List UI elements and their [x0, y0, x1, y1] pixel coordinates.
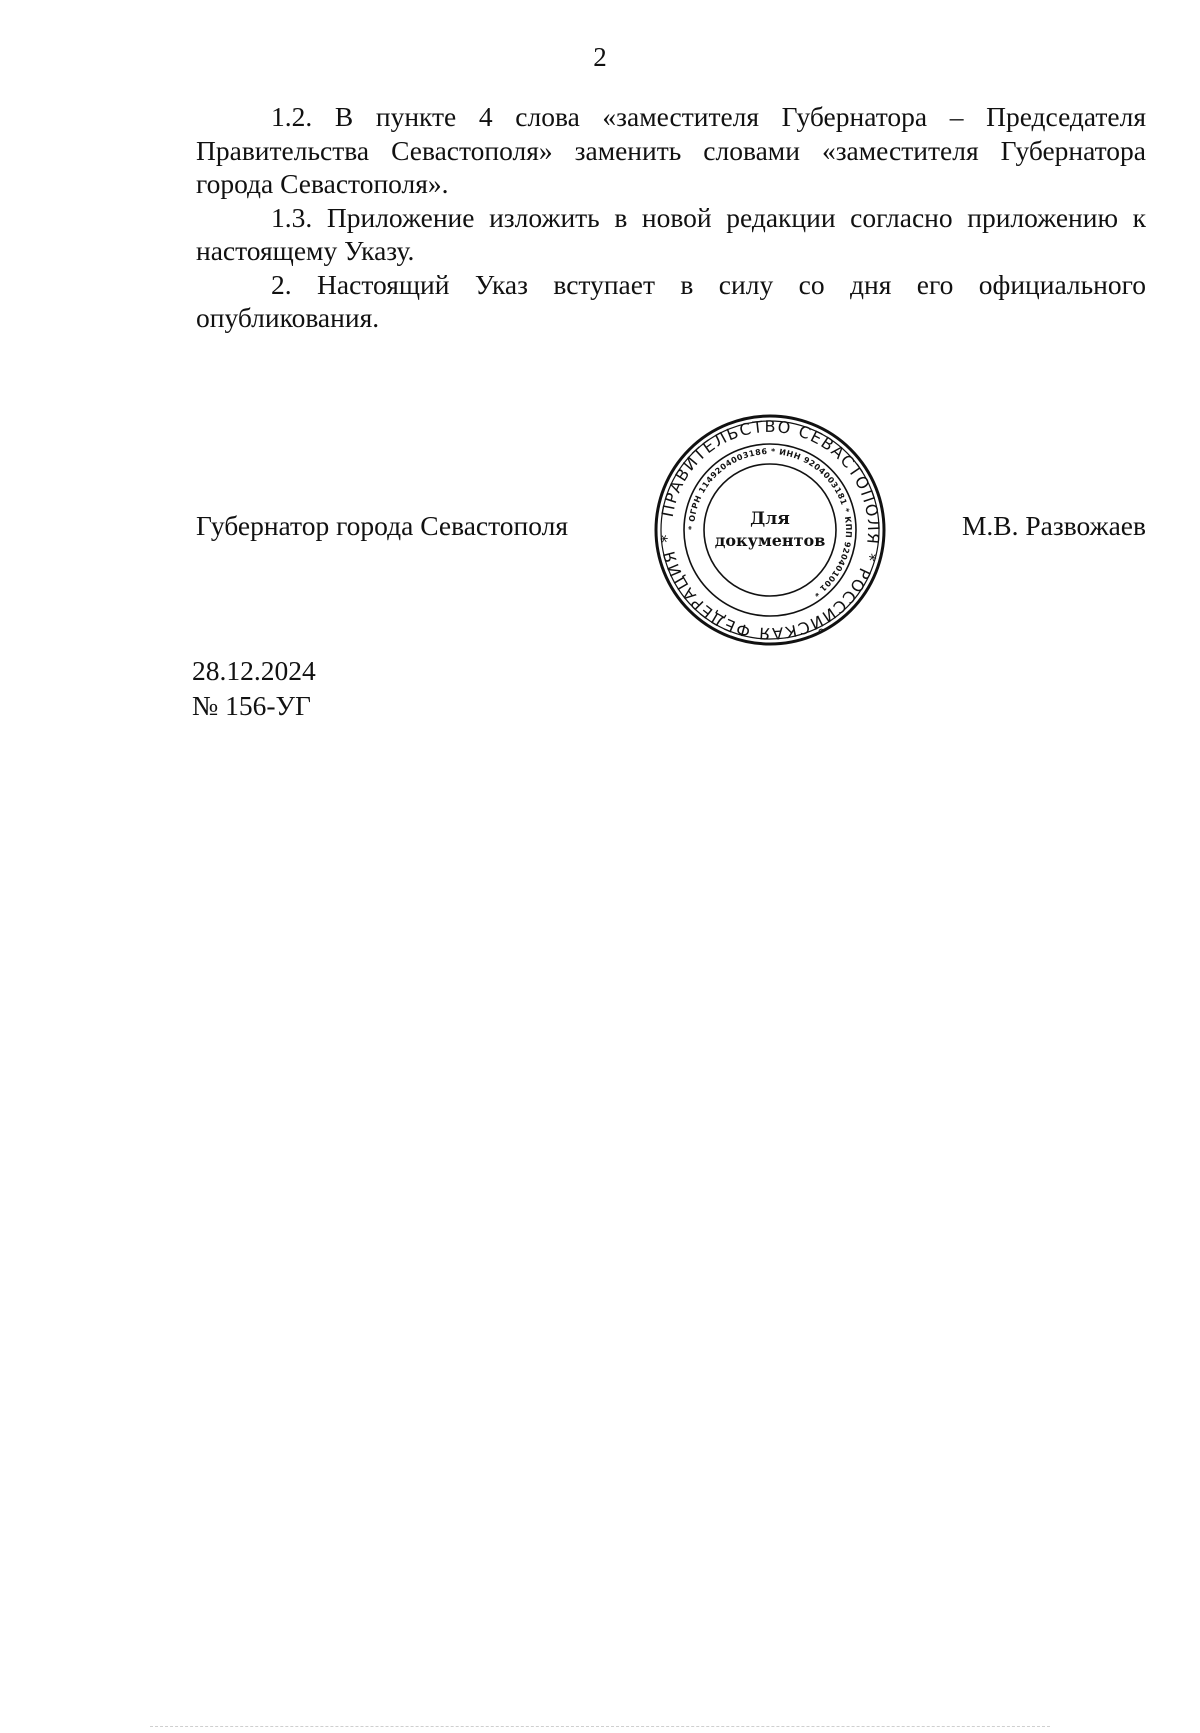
document-number: № 156-УГ: [192, 690, 311, 721]
seal-middle-ring: [684, 444, 856, 616]
seal-center-line-2: документов: [714, 531, 826, 550]
official-seal: [652, 412, 888, 648]
signatory-position: Губернатор города Севастополя: [196, 510, 568, 541]
page-number: 2: [593, 42, 607, 72]
document-meta: [192, 653, 316, 723]
seal-inner-text: * ОГРН 1149204003186 * ИНН 9204003181 * КПП 920401001 *: [686, 446, 854, 599]
seal-inner-ring: [704, 464, 836, 596]
paragraph-2: 2. Настоящий Указ вступает в силу со дня его официального опубликования.: [196, 268, 1146, 333]
paragraph-1-3: 1.3. Приложение изложить в новой редакции согласно приложению к настоящему Указу.: [196, 201, 1146, 266]
signatory-name: М.В. Развожаев: [961, 510, 1146, 541]
page-bottom-edge: [150, 1726, 1050, 1728]
document-body: [196, 100, 1146, 335]
document-date: 28.12.2024: [192, 655, 316, 686]
seal-center-line-1: Для: [750, 509, 790, 529]
seal-outer-text: ПРАВИТЕЛЬСТВО СЕВАСТОПОЛЯ * РОССИЙСКАЯ ФЕДЕРАЦИЯ *: [656, 416, 884, 644]
paragraph-1-2: 1.2. В пункте 4 слова «заместителя Губернатора – Председателя Правительства Севастополя» заменить словами «заместителя Губернатора города Севастополя».: [196, 101, 1146, 199]
